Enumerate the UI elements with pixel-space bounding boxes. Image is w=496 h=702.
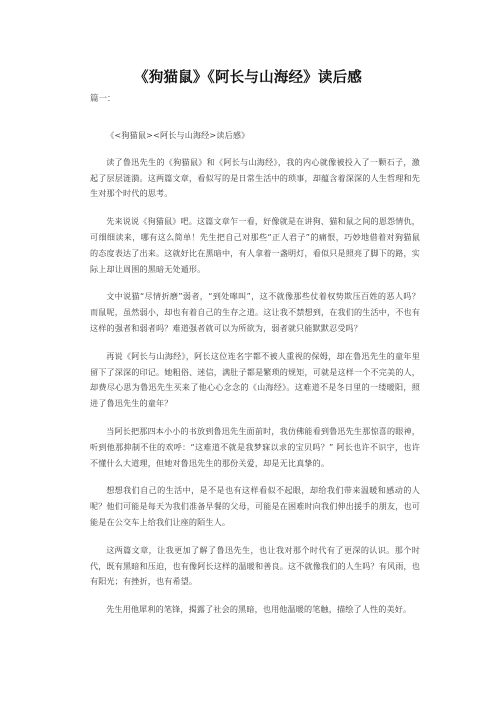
paragraph-2: 先来说说《狗猫鼠》吧。这篇文章乍一看，好像就是在讲狗、猫和鼠之间的恩怨情仇，可细细读来，哪有这么简单！先生把自己对那些“正人君子”的痛恨，巧妙地借着对狗猫鼠的态度表达了出来。这就好比在黑暗中，有人拿着一盏明灯，看似只是照亮了脚下的路，实际上却让周围的黑暗无处遁形。 (90, 216, 420, 274)
paragraph-5: 当阿长把那四本小小的书放到鲁迅先生面前时，我仿佛能看到鲁迅先生那惊喜的眼神，听到他那抑制不住的欢呼：“这难道不就是我梦寐以求的宝贝吗？” 阿长也许不识字，也许不懂什么大道理，但她对鲁迅先生的那份关爱，却是无比真挚的。 (90, 425, 420, 468)
paragraph-6: 想想我们自己的生活中，是不是也有这样看似不起眼，却给我们带来温暖和感动的人呢？他们可能是每天为我们准备早餐的父母，可能是在困难时向我们伸出援手的朋友，也可能是在公交车上给我们让座的陌生人。 (90, 485, 420, 527)
document-title: 《狗猫鼠》《阿长与山海经》读后感 (134, 70, 362, 86)
section-label: 篇一： (90, 94, 116, 104)
paragraph-7: 这两篇文章，让我更加了解了鲁迅先生，也让我对那个时代有了更深的认识。那个时代，既有黑暗和压迫，也有像阿长这样的温暖和善良。这不就像我们的人生吗？有风雨，也有阳光；有挫折，也有希望。 (90, 544, 420, 587)
paragraph-4: 再说《阿长与山海经》，阿长这位连名字都不被人重视的保姆，却在鲁迅先生的童年里留下了深深的印记。她粗俗、迷信，满肚子都是繁琐的规矩，可就是这样一个不完美的人，却费尽心思为鲁迅先生买来了他心心念念的《山海经》。这难道不是冬日里的一缕暖阳，照进了鲁迅先生的童年？ (90, 350, 420, 409)
paragraph-8: 先生用他犀利的笔锋，揭露了社会的黑暗，也用他温暖的笔触，描绘了人性的美好。 (106, 604, 412, 615)
article-body (90, 128, 420, 630)
paragraph-3: 文中说猫“尽情折磨”弱者，“到处嗥叫”，这不就像那些仗着权势欺压百姓的恶人吗？而鼠呢，虽然弱小，却也有着自己的生存之道。这让我不禁想到，在我们的生活中，不也有这样的强者和弱者吗？难道强者就可以为所欲为，弱者就只能默默忍受吗？ (90, 291, 420, 333)
paragraph-1: 读了鲁迅先生的《狗猫鼠》和《阿长与山海经》，我的内心就像被投入了一颗石子，激起了层层涟漪。这两篇文章，看似写的是日常生活中的琐事，却蕴含着深深的人生哲理和先生对那个时代的思考。 (90, 156, 420, 199)
book-titles-line: 《<狗猫鼠><阿长与山海经>读后感》 (106, 130, 250, 140)
